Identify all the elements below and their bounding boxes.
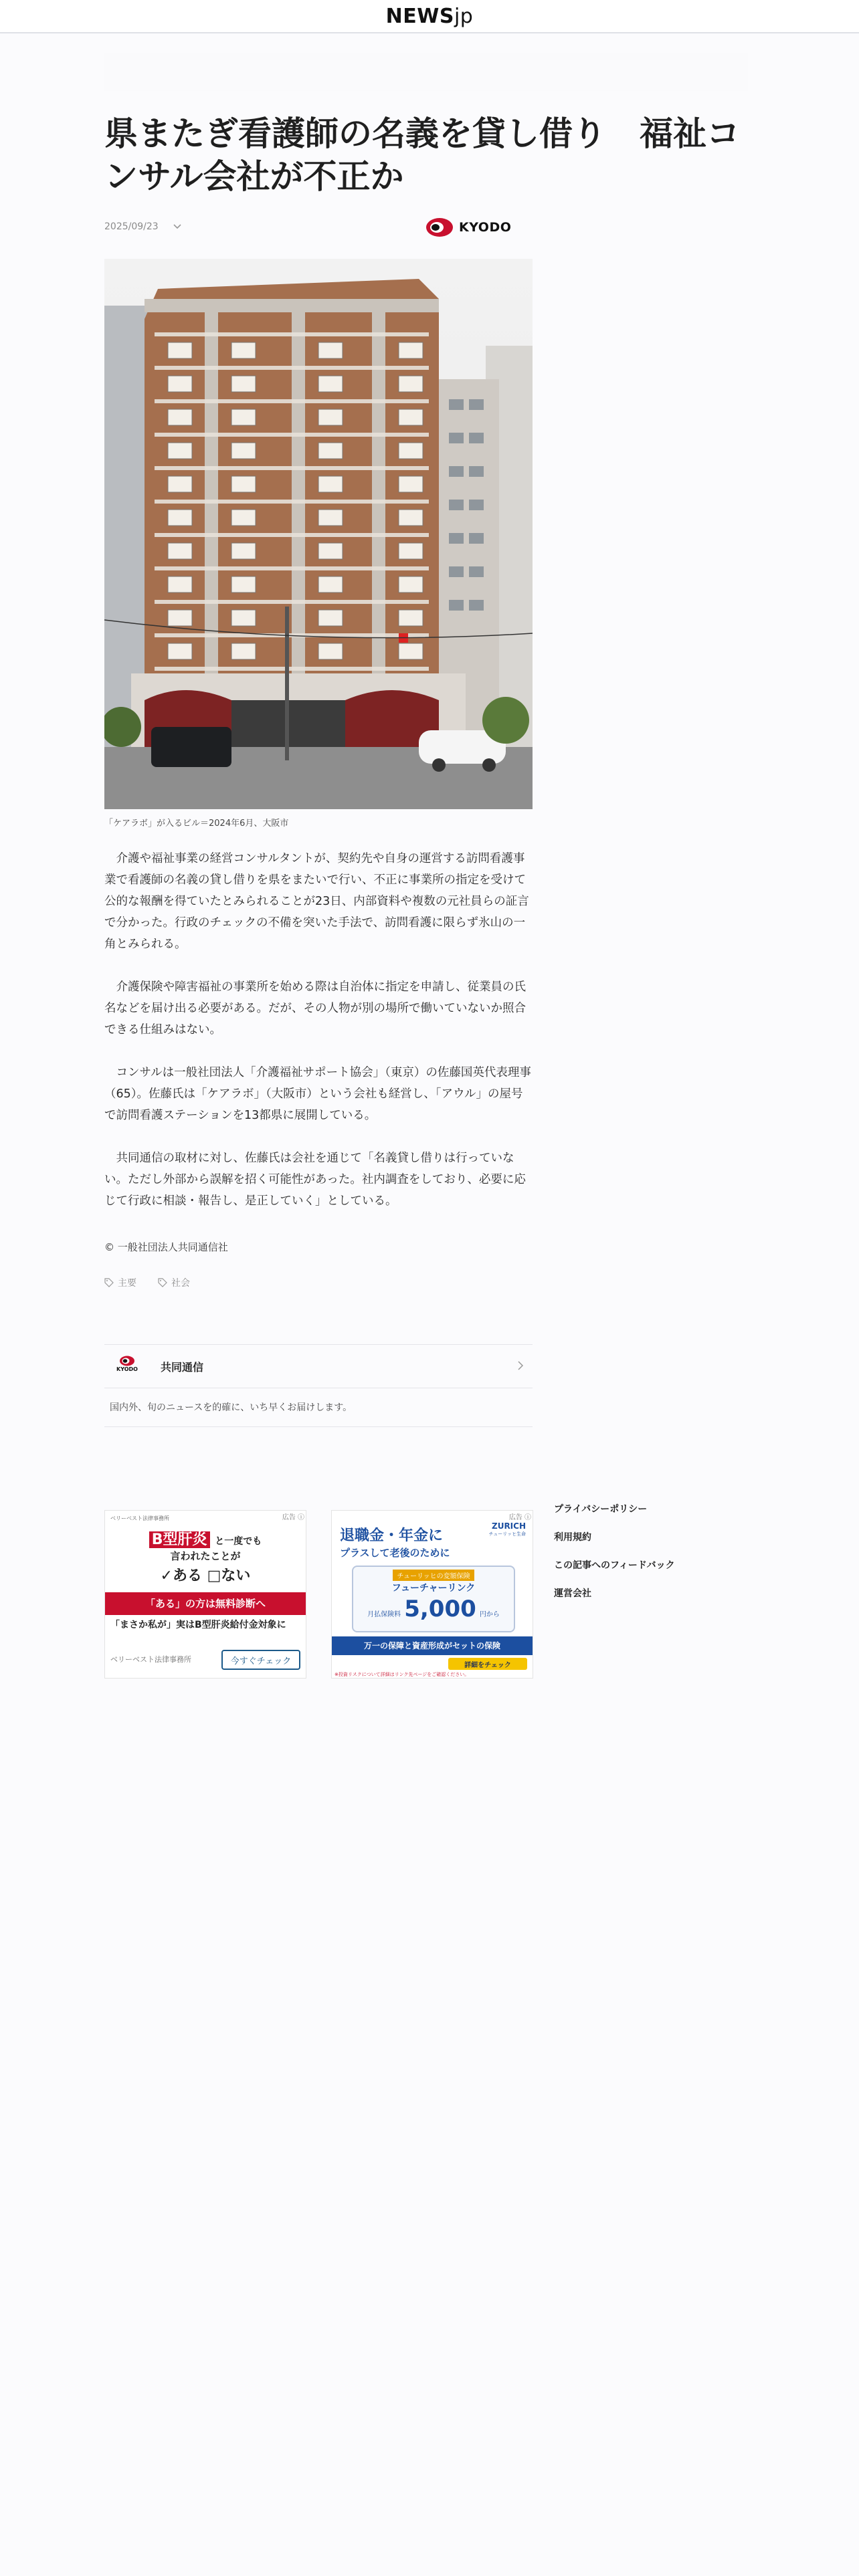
ad-advertiser: ベリーベスト法律事務所 bbox=[110, 1655, 191, 1664]
ad-brand: ZURICH bbox=[492, 1521, 526, 1531]
kyodo-logo-icon bbox=[425, 217, 454, 237]
ad-headline: 「まさか私が」実はB型肝炎給付金対象に bbox=[110, 1620, 286, 1630]
ad-line: 言われたことが bbox=[170, 1550, 241, 1562]
ad-line1: 退職金・年金に bbox=[340, 1527, 444, 1544]
ad-cta-band: 「ある」の方は無料診断へ bbox=[105, 1592, 306, 1615]
site-logo[interactable] bbox=[386, 5, 474, 28]
chevron-down-icon[interactable] bbox=[171, 220, 183, 232]
article-paragraph: 介護保険や障害福祉の事業所を始める際は自治体に指定を申請し、従業員の氏名などを届け出る必要がある。だが、その人物が別の場所で働いていないか照合できる仕組みはない。 bbox=[104, 980, 526, 1037]
article-paragraph: 共同通信の取材に対し、佐藤氏は会社を通じて「名義貸し借りは行っていない。ただし外部から誤解を招く可能性があった。社内調査をしており、必要に応じて行政に相談・報告し、是正していく」としている。 bbox=[104, 1152, 526, 1208]
ad-label: 広告 ⓘ bbox=[508, 1514, 531, 1521]
ad-choice: ✓ある □ない bbox=[160, 1568, 251, 1584]
source-link[interactable] bbox=[104, 1344, 533, 1388]
article-meta bbox=[104, 217, 533, 237]
ad-placeholder-strip bbox=[104, 53, 748, 91]
tag-link[interactable] bbox=[158, 1276, 190, 1289]
kyodo-logo-icon bbox=[119, 1356, 135, 1366]
source-logo-text: KYODO bbox=[116, 1366, 138, 1372]
tag-icon bbox=[104, 1278, 114, 1287]
chevron-right-icon bbox=[515, 1360, 526, 1371]
ad-product: フューチャーリンク bbox=[391, 1583, 476, 1594]
privacy-policy-link[interactable]: プライバシーポリシー bbox=[554, 1504, 648, 1515]
ad-line: と一度でも bbox=[215, 1536, 262, 1547]
source-name: 共同通信 bbox=[161, 1360, 204, 1374]
photo-caption: 「ケアラボ」が入るビル＝2024年6月、大阪市 bbox=[104, 819, 289, 829]
tag-link[interactable] bbox=[104, 1276, 136, 1289]
tag-label: 主要 bbox=[118, 1278, 136, 1289]
ad-product-tag: チューリッヒの変額保険 bbox=[393, 1570, 474, 1581]
tag-list bbox=[104, 1276, 190, 1289]
ad-brand-sub: チューリッヒ生命 bbox=[488, 1531, 526, 1537]
source-description: 国内外、旬のニュースを的確に、いち早くお届けします。 bbox=[104, 1388, 533, 1427]
tag-label: 社会 bbox=[171, 1278, 190, 1289]
copyright-notice: © 一般社団法人共同通信社 bbox=[104, 1241, 228, 1253]
ad-price: 5,000 bbox=[404, 1596, 476, 1622]
article-paragraph: 介護や福祉事業の経営コンサルタントが、契約先や自身の運営する訪問看護事業で看護師の名義の貸し借りを県をまたいで行い、不正に事業所の指定を受けて公的な報酬を得ていたとみられることが23日、内部資料や複数の元社員らの証言で分かった。行政のチェックの不備を突いた手法で、訪問看護に限らず氷山の一角とみられる。 bbox=[104, 852, 529, 951]
publisher-logo[interactable] bbox=[425, 217, 511, 237]
terms-link[interactable]: 利用規約 bbox=[554, 1532, 591, 1543]
ad-band: 万一の保障と資産形成がセットの保険 bbox=[332, 1636, 533, 1655]
ad-price-suffix: 円から bbox=[479, 1611, 500, 1618]
article-photo bbox=[104, 259, 533, 809]
ad-top-note: ベリーベスト法律事務所 bbox=[110, 1515, 169, 1521]
ad-cta-button[interactable]: 今すぐチェック bbox=[221, 1650, 300, 1670]
ad-label: 広告 ⓘ bbox=[282, 1514, 304, 1521]
tag-icon bbox=[158, 1278, 167, 1287]
logo-name: NEWS bbox=[385, 4, 454, 28]
ad-hepatitis[interactable] bbox=[104, 1510, 306, 1679]
article-title: 県またぎ看護師の名義を貸し借り 福祉コンサル会社が不正か bbox=[104, 114, 740, 196]
ad-price-prefix: 月払保険料 bbox=[367, 1611, 401, 1618]
ad-footnote: ※投資リスクについて詳細はリンク先ページをご確認ください。 bbox=[335, 1672, 470, 1677]
ad-cta-button[interactable]: 詳細をチェック bbox=[448, 1658, 527, 1670]
source-logo bbox=[112, 1356, 142, 1377]
logo-suffix: jp bbox=[454, 4, 474, 28]
ad-line2: プラスして老後のために bbox=[340, 1547, 450, 1559]
source-card bbox=[104, 1344, 533, 1426]
operator-link[interactable]: 運営会社 bbox=[554, 1588, 591, 1599]
ad-keyword: B型肝炎 bbox=[149, 1531, 210, 1548]
article-body bbox=[104, 848, 533, 1233]
top-bar bbox=[0, 0, 859, 33]
feedback-link[interactable]: この記事へのフィードバック bbox=[554, 1560, 675, 1571]
publish-date: 2025/09/23 bbox=[104, 221, 159, 232]
article-paragraph: コンサルは一般社団法人「介護福祉サポート協会」（東京）の佐藤国英代表理事（65）。佐藤氏は「ケアラボ」（大阪市）という会社も経営し、「アウル」の屋号で訪問看護ステーションを13都県に展開している。 bbox=[104, 1066, 531, 1122]
publisher-name: KYODO bbox=[459, 220, 512, 235]
footer-links bbox=[554, 1502, 675, 1614]
ad-zurich[interactable] bbox=[331, 1510, 533, 1679]
